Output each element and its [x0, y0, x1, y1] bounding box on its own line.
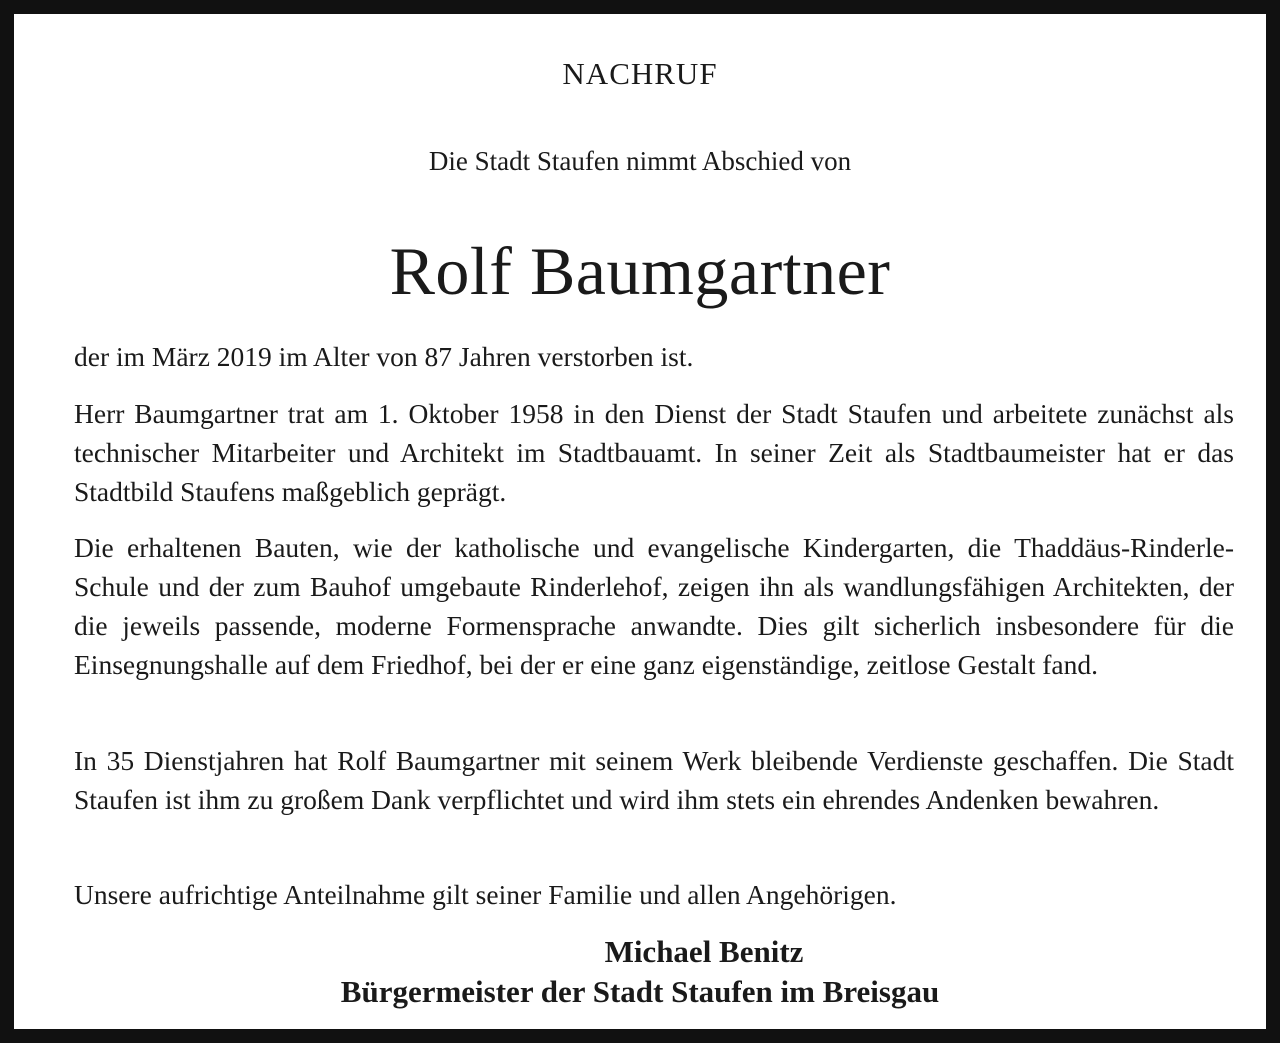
notice-heading: NACHRUF	[562, 56, 718, 91]
paragraph-gratitude: In 35 Dienstjahren hat Rolf Baumgartner mit seinem Werk bleibende Verdienste geschaffen. Die Stadt Staufen ist ihm zu großem Dank verpflichtet und wird ihm stets ein ehrendes Andenken bewahren.	[74, 745, 1234, 815]
intro-line: Die Stadt Staufen nimmt Abschied von	[428, 146, 852, 176]
signature-title: Bürgermeister der Stadt Staufen im Breisgau	[340, 974, 940, 1009]
paragraph-death-info: der im März 2019 im Alter von 87 Jahren verstorben ist.	[74, 341, 694, 372]
signature-name: Michael Benitz	[604, 934, 804, 969]
paragraph-condolences: Unsere aufrichtige Anteilnahme gilt seiner Familie und allen Angehörigen.	[74, 879, 897, 910]
paragraph-buildings: Die erhaltenen Bauten, wie der katholische und evangelische Kindergarten, die Thaddäus-Rinderle-Schule und der zum Bauhof umgebaute Rinderlehof, zeigen ihn als wandlungsfähigen Architekten, der die jeweils passende, moderne Formensprache anwandte. Dies gilt sicherlich insbesondere für die Einsegnungshalle auf dem Friedhof, bei der er eine ganz eigenständige, zeitlose Gestalt fand.	[74, 532, 1234, 680]
paragraph-career: Herr Baumgartner trat am 1. Oktober 1958 in den Dienst der Stadt Staufen und arbeitete zunächst als technischer Mitarbeiter und Architekt im Stadtbauamt. In seiner Zeit als Stadtbaumeister hat er das Stadtbild Staufens maßgeblich geprägt.	[74, 398, 1234, 507]
deceased-name: Rolf Baumgartner	[389, 233, 891, 309]
